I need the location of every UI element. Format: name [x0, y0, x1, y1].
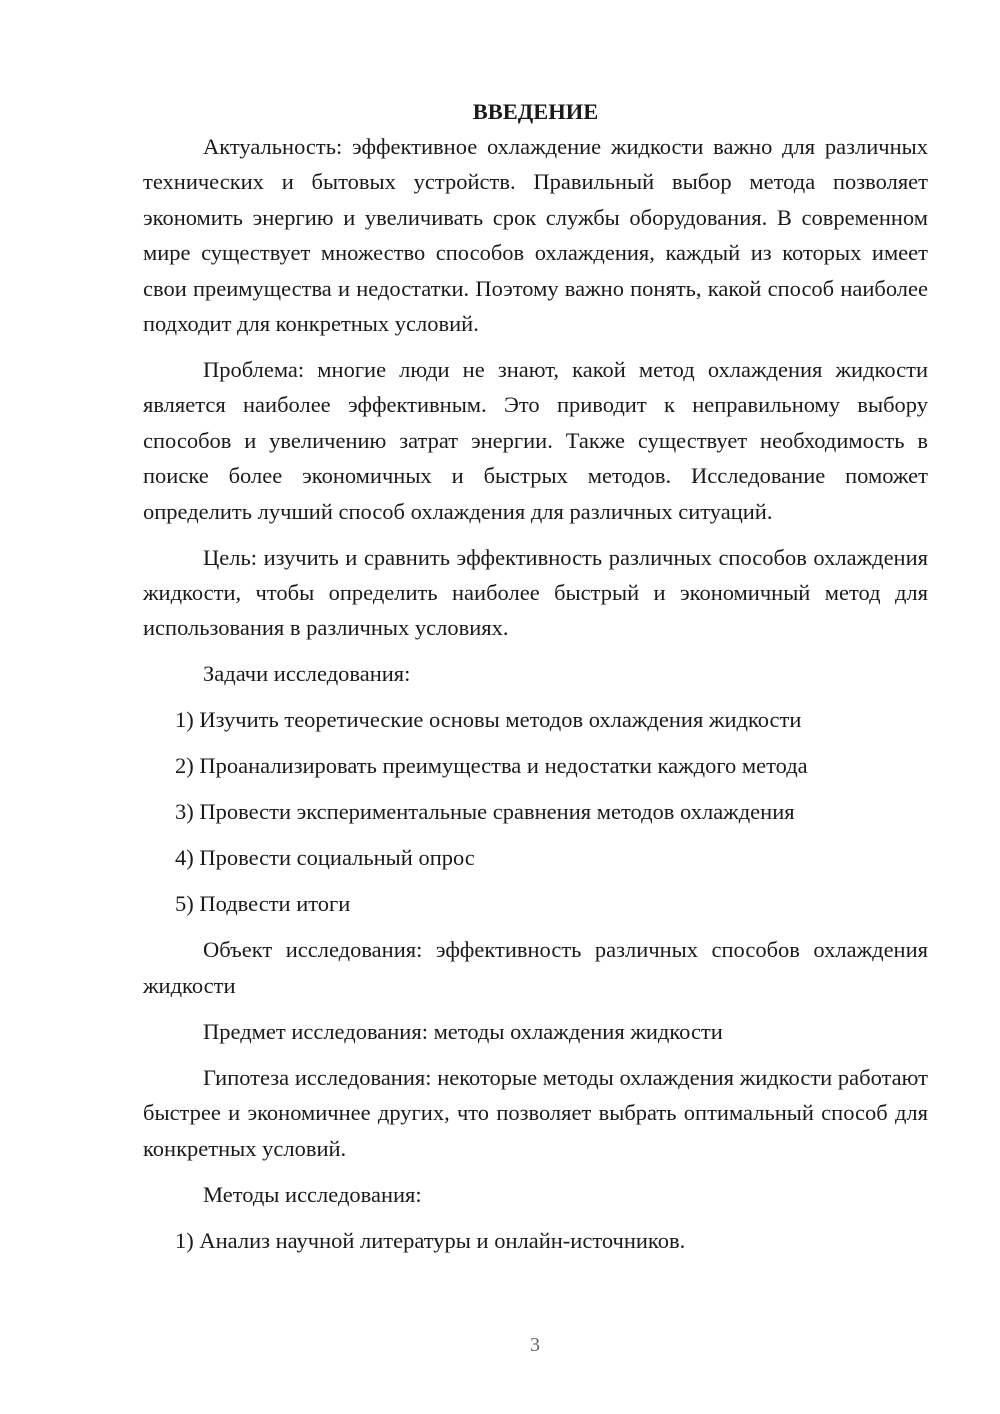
list-item: 3) Провести экспериментальные сравнения методов охлаждения	[175, 799, 795, 825]
paragraph-subject: Предмет исследования: методы охлаждения жидкости	[203, 1018, 723, 1044]
paragraph-relevance: Актуальность: эффективное охлаждение жидкости важно для различных технических и бытовых устройств. Правильный выбор метода позволяет экономить энергию и увеличивать срок службы оборудования. В современном мире существует множество способов охлаждения, каждый из которых имеет свои преимущества и недостатки. Поэтому важно понять, какой способ наиболее подходит для конкретных условий.	[143, 134, 928, 337]
list-item: 1) Анализ научной литературы и онлайн-источников.	[175, 1227, 686, 1253]
page-content	[143, 94, 928, 1269]
page-number: 3	[530, 1334, 540, 1356]
page-title: ВВЕДЕНИЕ	[472, 99, 599, 124]
paragraph-hypothesis: Гипотеза исследования: некоторые методы охлаждения жидкости работают быстрее и экономичнее других, что позволяет выбрать оптимальный способ для конкретных условий.	[143, 1064, 928, 1161]
list-item: 2) Проанализировать преимущества и недостатки каждого метода	[175, 753, 808, 779]
tasks-heading: Задачи исследования:	[203, 661, 411, 687]
paragraph-problem: Проблема: многие люди не знают, какой метод охлаждения жидкости является наиболее эффективным. Это приводит к неправильному выбору способов и увеличению затрат энергии. Также существует необходимость в поиске более экономичных и быстрых методов. Исследование поможет определить лучший способ охлаждения для различных ситуаций.	[143, 357, 928, 524]
list-item: 1) Изучить теоретические основы методов охлаждения жидкости	[175, 707, 802, 733]
tasks-list	[143, 702, 928, 921]
methods-list	[143, 1223, 928, 1258]
list-item: 4) Провести социальный опрос	[175, 845, 475, 871]
methods-heading: Методы исследования:	[203, 1181, 422, 1207]
list-item: 5) Подвести итоги	[175, 891, 351, 917]
paragraph-object: Объект исследования: эффективность различных способов охлаждения жидкости	[143, 937, 928, 998]
paragraph-goal: Цель: изучить и сравнить эффективность различных способов охлаждения жидкости, чтобы определить наиболее быстрый и экономичный метод для использования в различных условиях.	[143, 544, 928, 641]
